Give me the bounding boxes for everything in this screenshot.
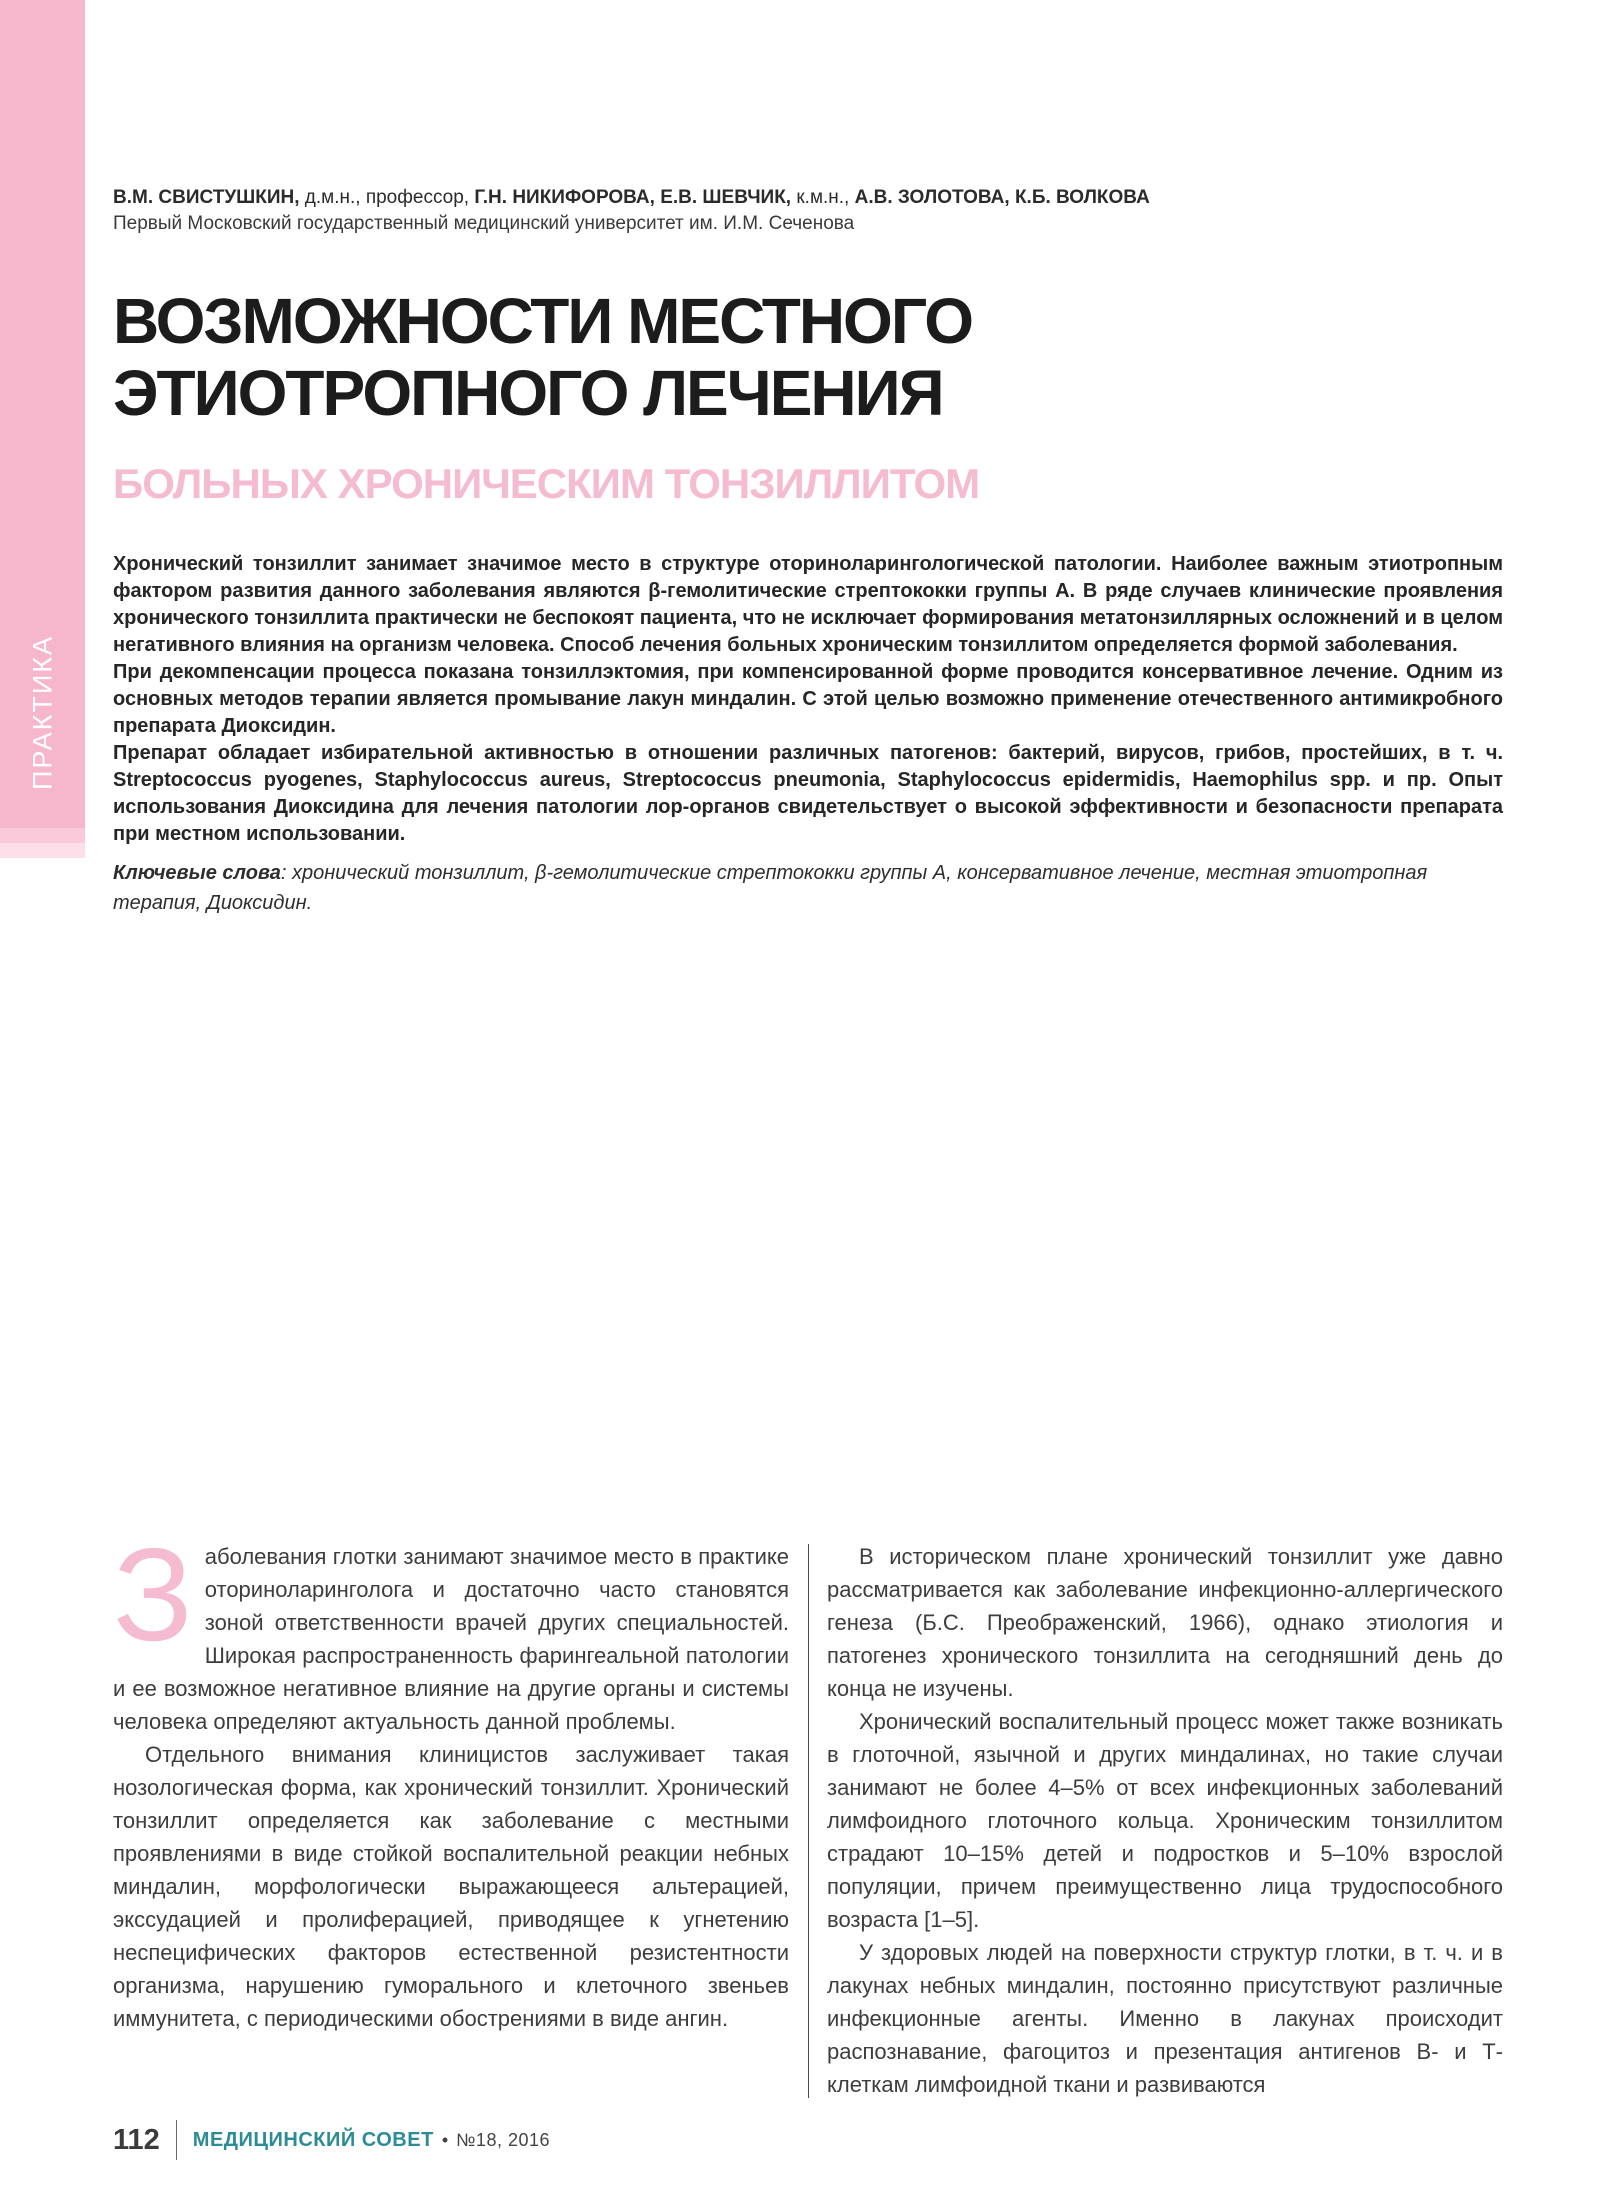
abstract-paragraph: Препарат обладает избирательной активностью в отношении различных патогенов: бактерий, вирусов, грибов, простейших, в т. ч. Streptococcus pyogenes, Staphylococcus aureus, Streptococcus pneumonia, Staphylococcus epidermidis, Haemophilus spp. и пр. Опыт использования Диоксидина для лечения патологии лор-органов свидетельствует о высокой эффективности и безопасности препарата при местном использовании. [113,742,1503,845]
column-divider [808,1544,809,2098]
author-name: Г.Н. НИКИФОРОВА, Е.В. ШЕВЧИК, [474,187,792,208]
article-title-line-1: ВОЗМОЖНОСТИ МЕСТНОГО [113,285,973,357]
journal-issue: №18, 2016 [456,2129,551,2150]
body-column-left [113,1540,789,2098]
article-title-line-2: ЭТИОТРОПНОГО ЛЕЧЕНИЯ [113,357,943,429]
body-columns [113,1540,1503,2098]
section-band [0,0,85,828]
section-band-fade-2 [0,843,85,858]
keywords-text: : хронический тонзиллит, β-гемолитические стрептококки группы А, консервативное лечение, местная этиотропная терапия, Диоксидин. [113,862,1428,914]
authors-line [113,185,1503,211]
body-paragraph: У здоровых людей на поверхности структур глотки, в т. ч. и в лакунах небных миндалин, постоянно присутствуют различные инфекционные агенты. Именно в лакунах происходит распознавание, фагоцитоз и презентация антигенов В- и Т-клеткам лимфоидной ткани и развиваются [827,1940,1503,2097]
abstract-paragraph: Хронический тонзиллит занимает значимое место в структуре оториноларингологической патологии. Наиболее важным этиотропным фактором развития данного заболевания являются β-гемолитические стрептококки группы А. В ряде случаев клинические проявления хронического тонзиллита практически не беспокоят пациента, что не исключает формирования метатонзиллярных осложнений и в целом негативного влияния на организм человека. Способ лечения больных хроническим тонзиллитом определяется формой заболевания. [113,553,1503,656]
journal-name: МЕДИЦИНСКИЙ СОВЕТ [192,2128,434,2151]
footer-divider [176,2120,177,2160]
body-paragraph: Отдельного внимания клиницистов заслуживает такая нозологическая форма, как хронический тонзиллит. Хронический тонзиллит определяется как заболевание с местными проявлениями в виде стойкой воспалительной реакции небных миндалин, морфологически выражающееся альтерацией, экссудацией и пролиферацией, приводящее к угнетению неспецифических факторов естественной резистентности организма, нарушению гуморального и клеточного звеньев иммунитета, с периодическими обострениями в виде ангин. [113,1742,789,2031]
body-paragraph-text: аболевания глотки занимают значимое место в практике оториноларинголога и достаточно часто становятся зоной ответственности врачей других специальностей. Широкая распространенность фарингеальной патологии и ее возможное негативное влияние на другие органы и системы человека определяют актуальность данной проблемы. [113,1544,789,1734]
author-name: А.В. ЗОЛОТОВА, К.Б. ВОЛКОВА [854,187,1150,208]
footer-bullet: • [441,2129,449,2150]
abstract-paragraph: При декомпенсации процесса показана тонзиллэктомия, при компенсированной форме проводится консервативное лечение. Одним из основных методов терапии является промывание лакун миндалин. С этой целью возможно применение отечественного антимикробного препарата Диоксидин. [113,661,1503,737]
article-header-block [113,185,1503,918]
body-column-right [827,1540,1503,2098]
keywords-label: Ключевые слова [113,862,281,884]
dropcap-letter: З [113,1540,193,1668]
affiliation: Первый Московский государственный медицинский университет им. И.М. Сеченова [113,213,855,234]
author-degree: к.м.н., [791,187,855,208]
article-title [113,285,1503,429]
author-name: В.М. СВИСТУШКИН, [113,187,300,208]
article-subtitle: БОЛЬНЫХ ХРОНИЧЕСКИМ ТОНЗИЛЛИТОМ [113,460,980,507]
section-band-fade-1 [0,828,85,843]
body-paragraph [113,1540,789,1738]
page-number: 112 [113,2123,160,2156]
abstract [113,551,1503,848]
page-footer [113,2120,550,2160]
author-degree: д.м.н., профессор, [299,187,475,208]
section-label: ПРАКТИКА [27,635,57,790]
body-paragraph: В историческом плане хронический тонзиллит уже давно рассматривается как заболевание инфекционно-аллергического генеза (Б.С. Преображенский, 1966), однако этиология и патогенез хронического тонзиллита на сегодняшний день до конца не изучены. [827,1544,1503,1701]
body-paragraph: Хронический воспалительный процесс может также возникать в глоточной, язычной и других миндалинах, но такие случаи занимают не более 4–5% от всех инфекционных заболеваний лимфоидного глоточного кольца. Хроническим тонзиллитом страдают 10–15% детей и подростков и 5–10% взрослой популяции, причем преимущественно лица трудоспособного возраста [1–5]. [827,1709,1503,1932]
keywords-line [113,858,1503,918]
